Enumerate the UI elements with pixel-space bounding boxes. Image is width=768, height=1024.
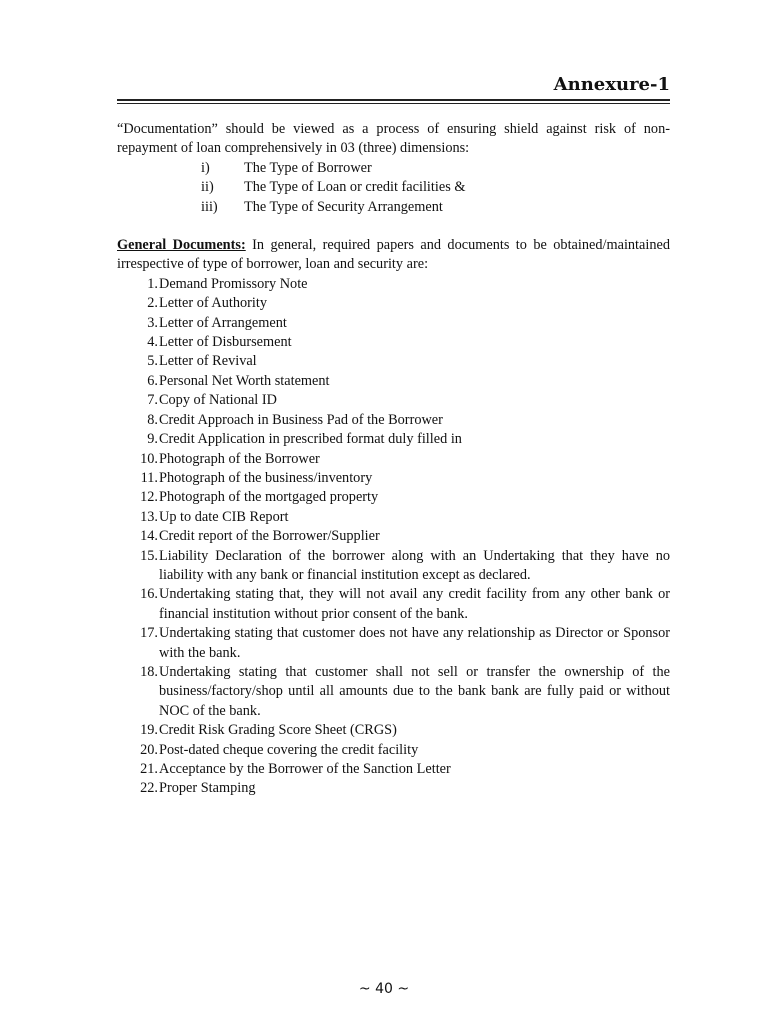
list-item-number: 10. [140, 450, 158, 467]
document-list-item [117, 527, 670, 546]
list-item-text: Credit Approach in Business Pad of the Borrower [159, 411, 443, 428]
list-item-text: Up to date CIB Report [159, 508, 289, 525]
list-item-number: 14. [140, 528, 158, 545]
dimension-item [117, 159, 670, 178]
document-list-item [117, 391, 670, 410]
list-item-number: 20. [140, 741, 158, 758]
list-item-number: 1. [147, 275, 158, 292]
page-number: ~ 40 ~ [358, 981, 410, 997]
list-item-text: Photograph of the Borrower [159, 450, 320, 467]
list-item-text: Undertaking stating that customer shall not sell or transfer the ownership of the business/factory/shop until all amounts due to the bank bank are fully paid or without NOC of the bank. [159, 663, 670, 719]
dimension-numeral: iii) [201, 198, 218, 215]
document-list-item [117, 294, 670, 313]
header-rule-top [117, 99, 670, 101]
dimensions-list [117, 159, 670, 217]
list-item-number: 21. [140, 761, 158, 777]
document-list-item [117, 585, 670, 624]
document-list-item [117, 411, 670, 430]
list-item-number: 17. [140, 625, 158, 642]
document-list-item [117, 624, 670, 663]
document-list-item [117, 741, 670, 760]
document-list-item [117, 663, 670, 721]
list-item-text: Proper Stamping [159, 780, 256, 797]
list-item-number: 11. [140, 469, 158, 486]
dimension-numeral: i) [201, 159, 210, 176]
list-item-number: 15. [140, 547, 158, 564]
list-item-text: Credit report of the Borrower/Supplier [159, 528, 380, 545]
general-documents-paragraph [117, 236, 670, 275]
list-item-text: Post-dated cheque covering the credit facility [159, 741, 419, 758]
list-item-number: 8. [147, 411, 158, 428]
document-list-item [117, 275, 670, 294]
list-item-number: 5. [147, 353, 158, 370]
list-item-number: 16. [140, 586, 158, 603]
list-item-text: Photograph of the mortgaged property [159, 489, 379, 506]
document-list-item [117, 721, 670, 740]
list-item-text: Copy of National ID [159, 392, 277, 409]
document-list-item [117, 488, 670, 507]
dimension-item [117, 178, 670, 197]
dimension-text: The Type of Borrower [244, 159, 372, 176]
document-list-item [117, 314, 670, 333]
dimension-item [117, 198, 670, 217]
list-item-text: Undertaking stating that, they will not avail any credit facility from any other bank or financial institution without prior consent of the bank. [159, 586, 670, 622]
list-item-number: 3. [147, 314, 158, 331]
list-item-number: 22. [140, 780, 158, 797]
dimension-text: The Type of Loan or credit facilities & [244, 179, 466, 196]
general-documents-heading: General Documents: [117, 237, 246, 254]
header-rule-bottom [117, 103, 670, 104]
list-item-text: Credit Application in prescribed format duly filled in [159, 431, 462, 448]
list-item-text: Acceptance by the Borrower of the Sanction Letter [159, 761, 451, 777]
document-list-item [117, 547, 670, 586]
document-list-item [117, 508, 670, 527]
list-item-text: Liability Declaration of the borrower along with an Undertaking that they have no liability with any bank or financial institution except as declared. [159, 547, 670, 583]
list-item-text: Letter of Arrangement [159, 314, 287, 331]
document-list-item [117, 430, 670, 449]
dimension-numeral: ii) [201, 179, 214, 196]
intro-paragraph: “Documentation” should be viewed as a process of ensuring shield against risk of non-repayment of loan comprehensively in 03 (three) dimensions: [117, 121, 670, 157]
list-item-number: 19. [140, 722, 158, 739]
dimension-text: The Type of Security Arrangement [244, 198, 443, 215]
list-item-number: 7. [147, 392, 158, 409]
list-item-text: Letter of Disbursement [159, 334, 292, 351]
list-item-number: 13. [140, 508, 158, 525]
document-body [117, 120, 670, 799]
document-list-item [117, 372, 670, 391]
section-spacer [117, 217, 670, 236]
list-item-text: Undertaking stating that customer does not have any relationship as Director or Sponsor with the bank. [159, 625, 670, 661]
list-item-text: Letter of Authority [159, 295, 267, 312]
list-item-text: Personal Net Worth statement [159, 372, 330, 389]
list-item-text: Photograph of the business/inventory [159, 469, 373, 486]
list-item-number: 2. [147, 295, 158, 312]
document-list-item [117, 352, 670, 371]
list-item-text: Demand Promissory Note [159, 275, 308, 292]
list-item-number: 9. [147, 431, 158, 448]
general-documents-text: In general, required papers and documents to be obtained/maintained irrespective of type of borrower, loan and security are: [117, 237, 670, 273]
list-item-number: 4. [147, 334, 158, 351]
list-item-text: Letter of Revival [159, 353, 257, 370]
document-list-item [117, 760, 670, 779]
document-list-item [117, 333, 670, 352]
list-item-number: 6. [147, 372, 158, 389]
document-list-item [117, 779, 670, 798]
annexure-title: Annexure-1 [553, 74, 670, 95]
documents-list [117, 275, 670, 799]
list-item-text: Credit Risk Grading Score Sheet (CRGS) [159, 722, 397, 739]
document-list-item [117, 469, 670, 488]
document-list-item [117, 450, 670, 469]
list-item-number: 12. [140, 489, 158, 506]
list-item-number: 18. [140, 663, 158, 680]
